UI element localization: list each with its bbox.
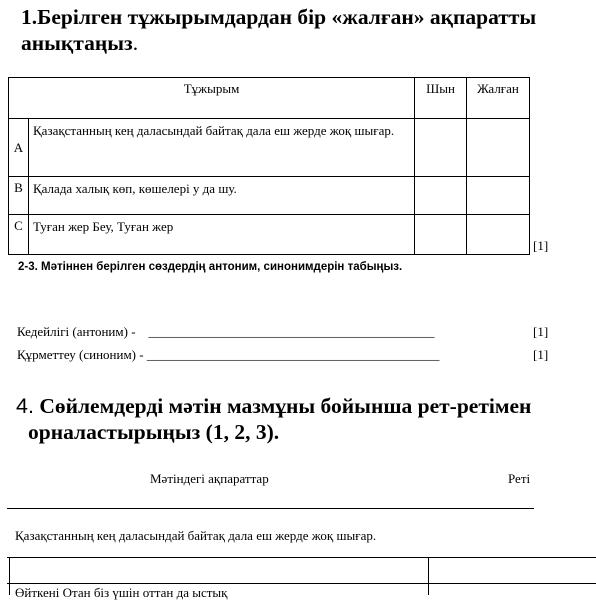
header-true: Шын <box>415 78 467 119</box>
question-4-title <box>16 393 586 445</box>
antonym-fill-line[interactable]: Кедейлігі (антоним) - ____________________________________________ <box>17 324 435 339</box>
table-header-row <box>9 78 530 119</box>
question-2-3-title: 2-3. Мәтіннен берілген сөздердің антоним, синонимдерін табыңыз. <box>18 261 403 273</box>
table-rule <box>7 557 596 558</box>
header-statement: Тұжырым <box>9 78 415 119</box>
table-rule <box>7 583 596 584</box>
false-answer-cell[interactable] <box>467 215 530 255</box>
question-1-title <box>21 4 586 56</box>
row-letter: A <box>9 119 29 177</box>
question-4-number: 4. <box>16 394 34 418</box>
order-row-text: Қазақстанның кең даласындай байтақ дала еш жерде жоқ шығар. <box>15 528 377 543</box>
true-answer-cell[interactable] <box>415 119 467 177</box>
antonym-mark: [1] <box>533 324 549 339</box>
table-row <box>9 119 530 177</box>
false-answer-cell[interactable] <box>467 119 530 177</box>
table-row <box>9 177 530 215</box>
table-rule <box>7 508 534 509</box>
table-column-divider <box>428 557 429 595</box>
synonym-mark: [1] <box>533 347 549 362</box>
table-row <box>9 215 530 255</box>
question-1-mark: [1] <box>533 238 549 253</box>
question-4-title-line1 <box>16 393 586 419</box>
row-letter: B <box>9 177 29 215</box>
true-answer-cell[interactable] <box>415 215 467 255</box>
true-false-table <box>8 77 530 255</box>
table-left-border <box>9 557 10 595</box>
false-answer-cell[interactable] <box>467 177 530 215</box>
row-statement: Қазақстанның кең даласындай байтақ дала еш жерде жоқ шығар. <box>29 119 415 177</box>
question-1-title-period: . <box>132 31 139 55</box>
row-letter: C <box>9 215 29 255</box>
question-1-title-line1: 1.Берілген тұжырымдардан бір «жалған» ақпаратты <box>21 5 537 29</box>
synonym-fill-line[interactable]: Құрметтеу (синоним) - _____________________________________________ <box>17 347 440 362</box>
question-1-title-word: анықтаңыз <box>21 31 133 55</box>
header-false: Жалған <box>467 78 530 119</box>
header-order: Реті <box>508 471 531 486</box>
order-row-text: Өйткені Отан біз үшін оттан да ыстық <box>15 585 228 600</box>
question-4-title-line2: орналастырыңыз (1, 2, 3). <box>28 420 280 444</box>
question-1-title-line2 <box>21 30 586 56</box>
row-statement: Туған жер Беу, Туған жер <box>29 215 415 255</box>
row-statement: Қалада халық көп, көшелері у да шу. <box>29 177 415 215</box>
question-4-title-text: Сөйлемдерді мәтін мазмұны бойынша рет-ретімен <box>39 394 532 418</box>
true-answer-cell[interactable] <box>415 177 467 215</box>
header-info: Мәтіндегі ақпараттар <box>150 471 269 486</box>
